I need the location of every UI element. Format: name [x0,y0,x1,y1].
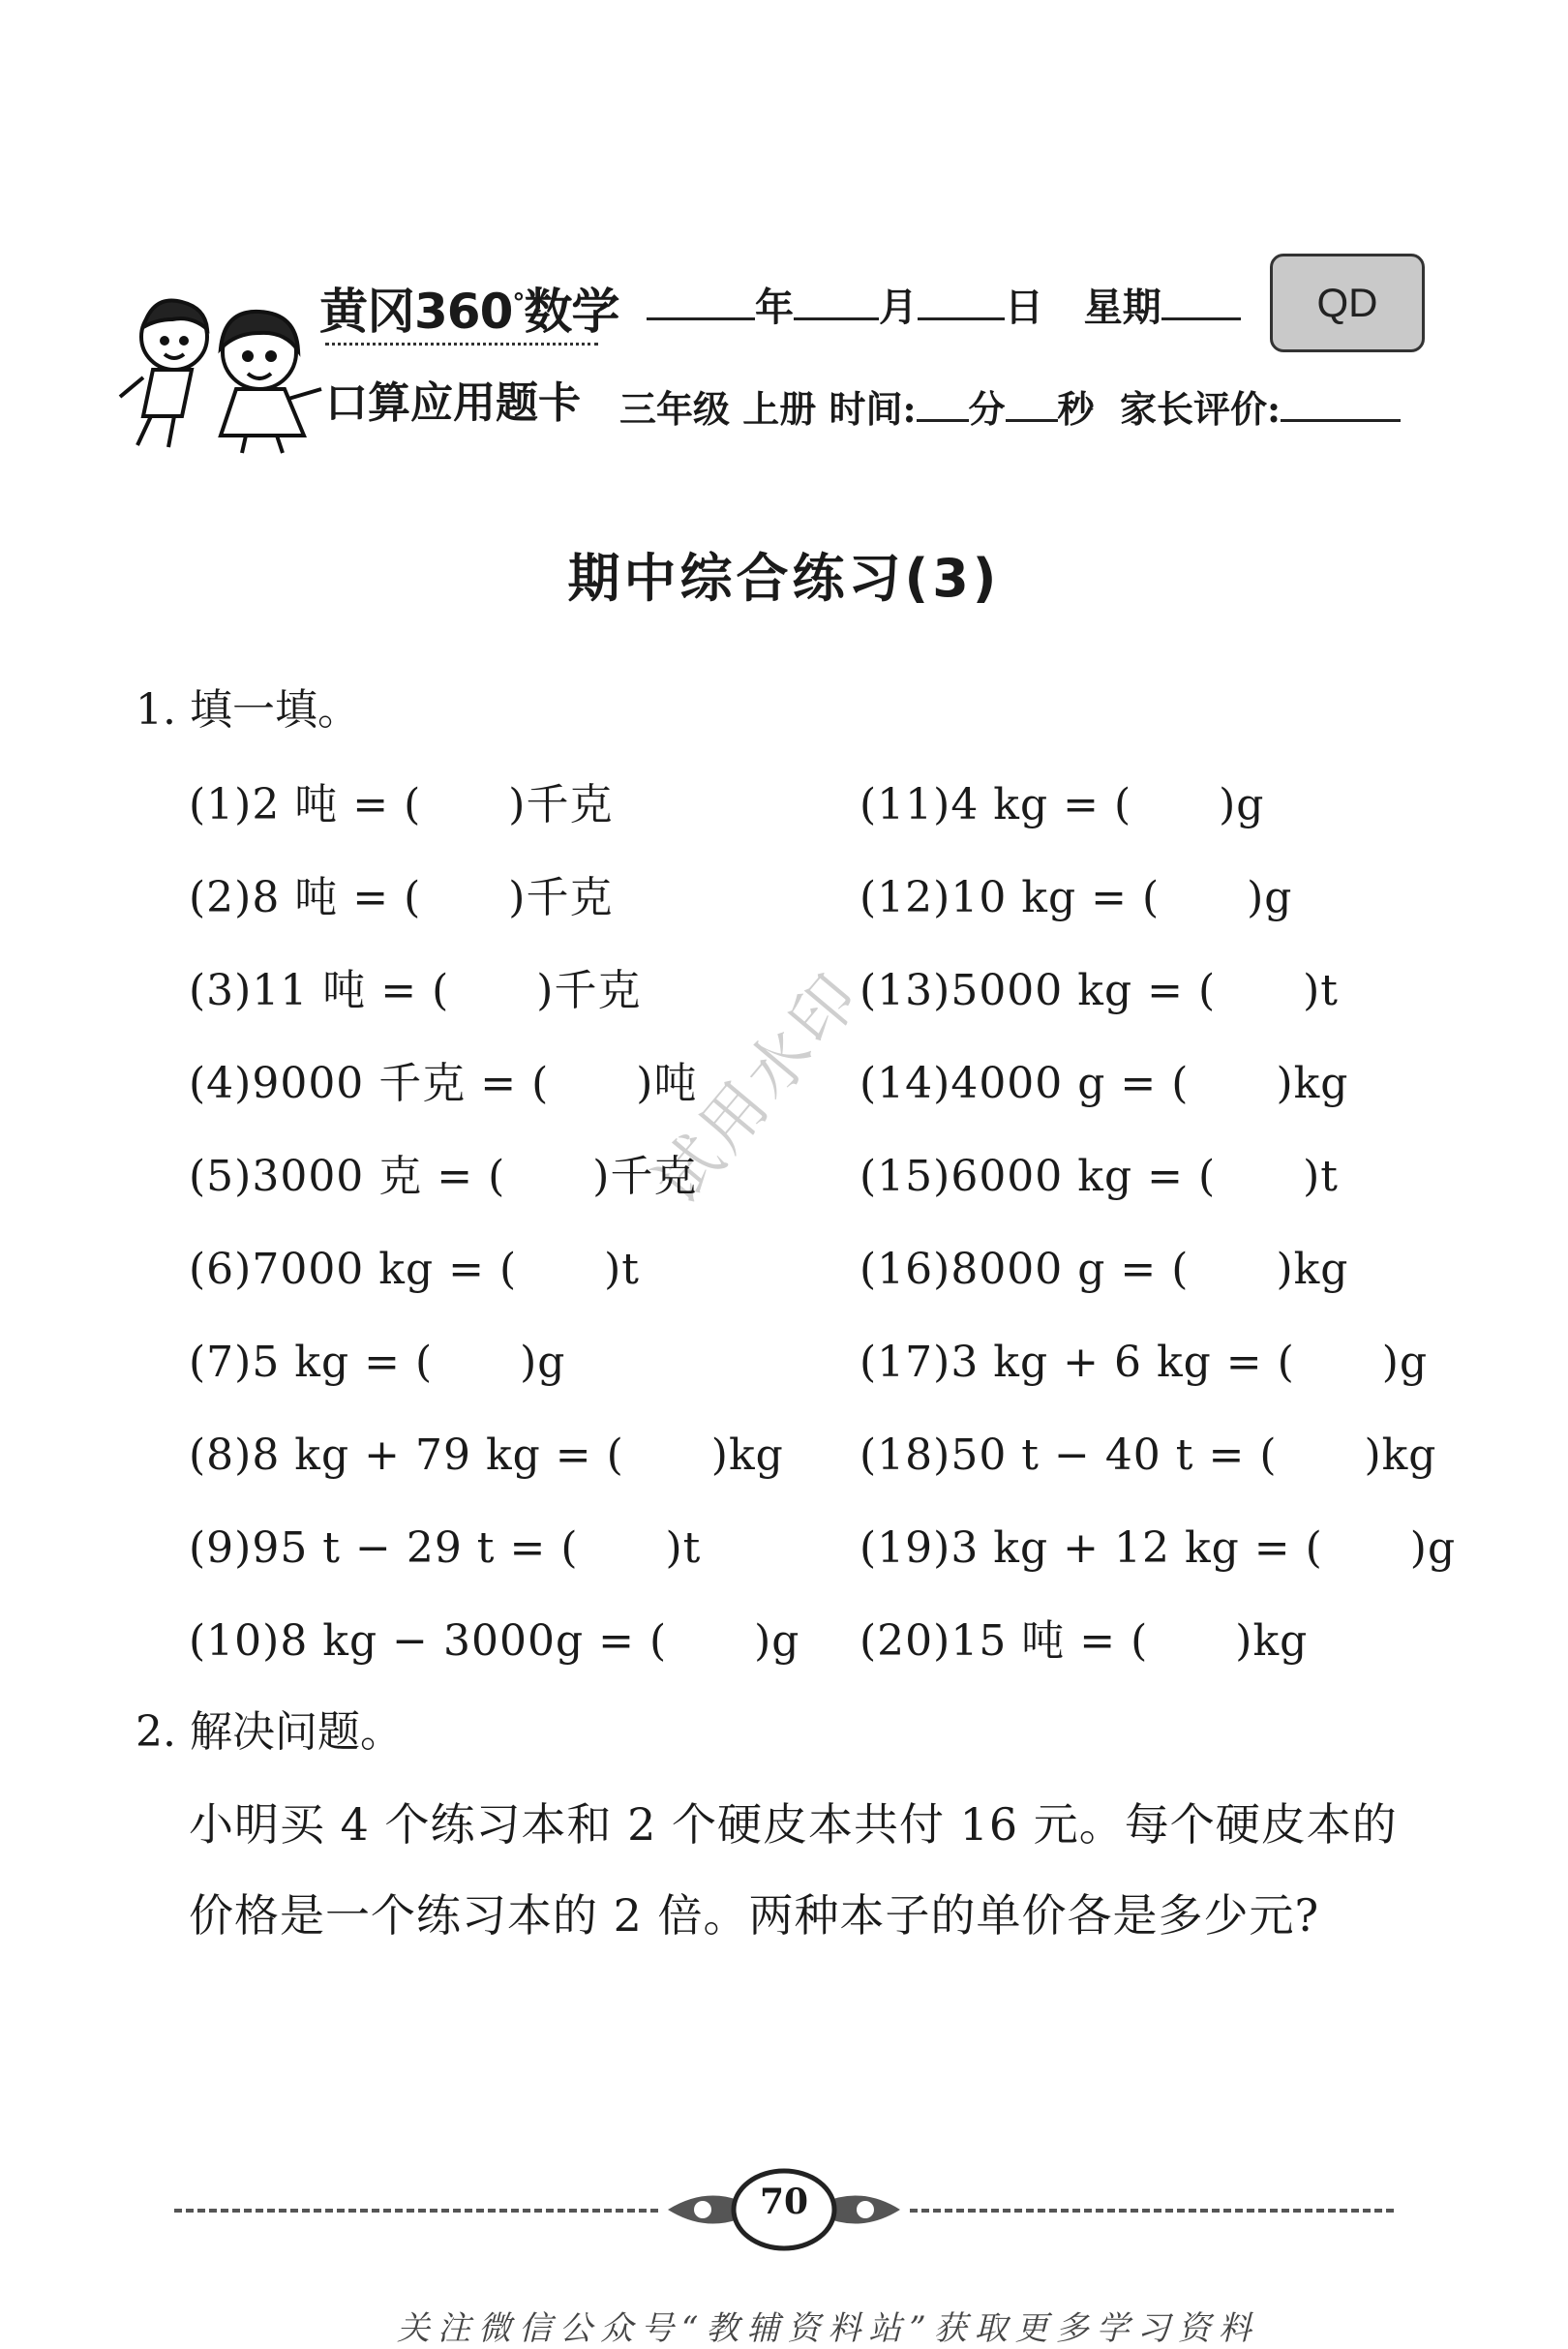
day-blank [918,283,1005,320]
volume-label: 上册 [742,387,817,431]
question-item: (19)3 kg + 12 kg = ( )g [859,1523,1457,1573]
day-label: 日 [1005,285,1043,330]
grade-label: 三年级 [619,387,731,431]
page-number: 70 [759,2182,809,2222]
footer-divider-right [910,2209,1394,2213]
question-item: (13)5000 kg = ( )t [859,966,1339,1015]
parent-eval-blank [1281,388,1401,422]
minute-label: 分 [968,387,1006,431]
info-fill-line [619,379,1401,433]
question-item: (15)6000 kg = ( )t [859,1152,1339,1201]
section1-heading: 1. 填一填。 [136,685,360,735]
page-title: 期中综合练习(3) [567,548,1001,609]
bottom-note: 关注微信公众号“教辅资料站”获取更多学习资料 [397,2309,1259,2348]
question-item: (20)15 吨 = ( )kg [859,1616,1309,1666]
question-item: (3)11 吨 = ( )千克 [189,966,642,1015]
word-problem-line-2: 价格是一个练习本的 2 倍。两种本子的单价各是多少元? [189,1889,1320,1942]
section2-heading: 2. 解决问题。 [136,1707,403,1757]
question-item: (5)3000 克 = ( )千克 [189,1152,698,1201]
word-problem-line-1: 小明买 4 个练习本和 2 个硬皮本共付 16 元。每个硬皮本的 [189,1798,1398,1851]
time-label: 时间: [829,387,917,431]
question-item: (4)9000 千克 = ( )吨 [189,1059,698,1108]
month-label: 月 [879,285,918,330]
question-item: (9)95 t − 29 t = ( )t [189,1523,702,1573]
question-item: (17)3 kg + 6 kg = ( )g [859,1338,1429,1387]
year-blank [647,283,755,320]
question-item: (6)7000 kg = ( )t [189,1245,640,1294]
question-item: (12)10 kg = ( )g [859,873,1293,922]
weekday-blank [1161,283,1241,320]
parent-eval-label: 家长评价: [1120,387,1282,431]
minute-blank [917,388,969,422]
watermark: 试用水印 [640,957,877,1220]
question-item: (8)8 kg + 79 kg = ( )kg [189,1430,784,1480]
brand-divider [325,343,598,346]
date-fill-line [647,277,1241,332]
month-blank [794,283,879,320]
question-item: (7)5 kg = ( )g [189,1338,566,1387]
second-label: 秒 [1057,387,1095,431]
question-item: (10)8 kg − 3000g = ( )g [189,1616,800,1666]
question-item: (11)4 kg = ( )g [859,780,1265,829]
question-item: (18)50 t − 40 t = ( )kg [859,1430,1437,1480]
second-blank [1006,388,1058,422]
question-item: (1)2 吨 = ( )千克 [189,780,614,829]
weekday-label: 星期 [1083,285,1161,330]
edition-badge: QD [1270,254,1425,352]
question-item: (2)8 吨 = ( )千克 [189,873,614,922]
year-label: 年 [755,285,794,330]
kids-mascot-illustration [114,281,327,455]
question-item: (14)4000 g = ( )kg [859,1059,1349,1108]
question-item: (16)8000 g = ( )kg [859,1245,1349,1294]
brand-title: 黄冈360°数学 [319,284,619,340]
brand-subtitle: 口算应用题卡 [325,378,581,428]
footer-divider-left [174,2209,658,2213]
